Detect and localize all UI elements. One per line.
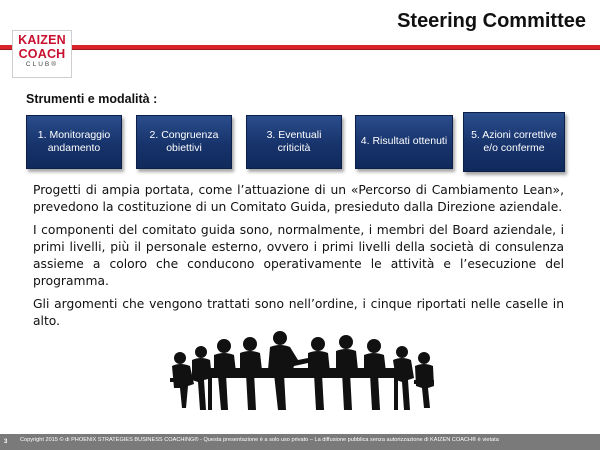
step-box-3: 3. Eventuali criticità: [246, 115, 342, 169]
logo-line-1: KAIZEN: [18, 33, 66, 47]
step-box-4: 4. Risultati ottenuti: [355, 115, 453, 169]
step-box-1: 1. Monitoraggio andamento: [26, 115, 122, 169]
section-subtitle: Strumenti e modalità :: [26, 92, 158, 106]
meeting-silhouette-image: [168, 328, 436, 412]
paragraph-3: Gli argomenti che vengono trattati sono nell’ordine, i cinque riportati nelle caselle in alto.: [33, 297, 564, 328]
step-box-2: 2. Congruenza obiettivi: [136, 115, 232, 169]
slide-title: Steering Committee: [397, 10, 586, 32]
logo-line-2: COACH: [18, 46, 66, 61]
paragraph-2: I componenti del comitato guida sono, normalmente, i membri del Board aziendale, i primi livelli, più il personale esterno, ovvero i primi livelli della società di consulenza assieme a coloro che conducono operativamente le attività e l’esecuzione del programma.: [33, 223, 564, 288]
kaizen-coach-logo: [12, 30, 72, 78]
header-rule-shadow: [0, 49, 600, 50]
paragraph-1: Progetti di ampia portata, come l’attuazione di un «Percorso di Cambiamento Lean», prevedono la costituzione di un Comitato Guida, presieduto dalla Direzione aziendale.: [33, 183, 564, 214]
body-text: [33, 182, 564, 336]
footer-copyright: Copyright 2015 © di PHOENIX STRATEGIES BUSINESS COACHING® - Questa presentazione è a solo uso privato – La diffusione pubblica senza autorizzazione di KAIZEN COACH® è vietata: [20, 437, 499, 443]
step-box-5: 5. Azioni correttive e/o conferme: [463, 112, 565, 172]
logo-line-3: CLUB®: [25, 61, 59, 68]
page-number: 3: [4, 439, 8, 445]
